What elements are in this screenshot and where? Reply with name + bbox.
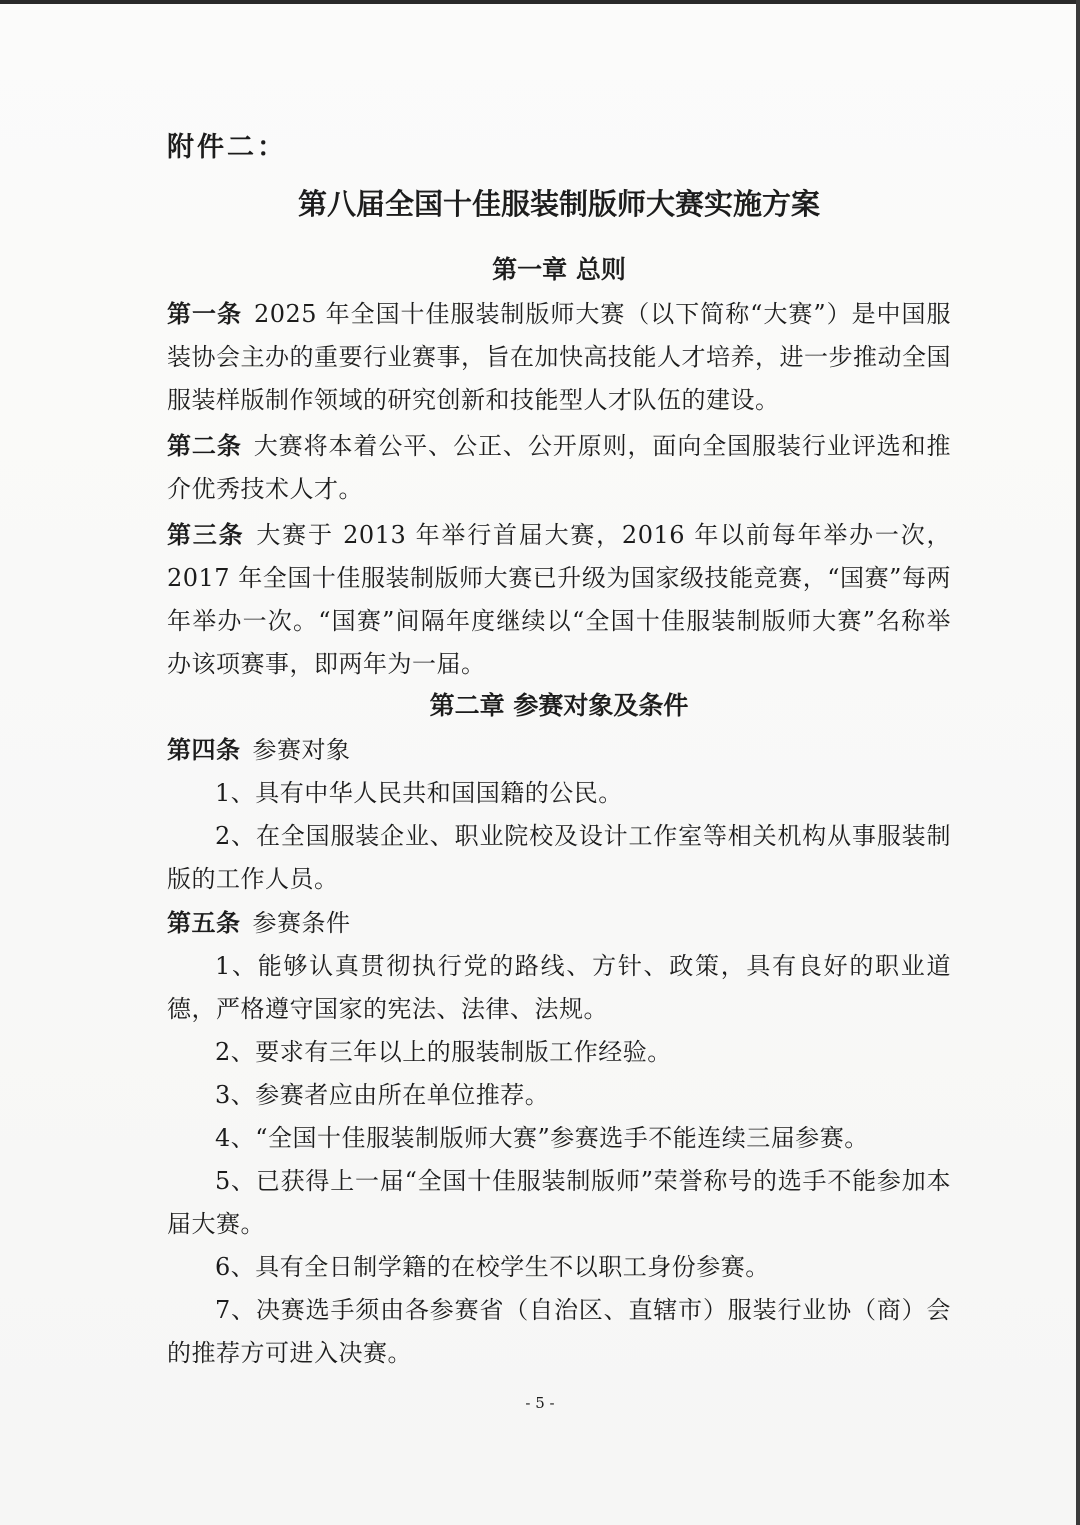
page-number: - 5 - xyxy=(525,1394,555,1412)
article-2 xyxy=(167,424,951,511)
article-4-item: 1、具有中华人民共和国国籍的公民。 xyxy=(215,779,623,807)
article-5-item: 2、要求有三年以上的服装制版工作经验。 xyxy=(215,1038,672,1066)
scan-right-edge xyxy=(1076,0,1080,1525)
article-5-item: 5、已获得上一届“全国十佳服装制版师”荣誉称号的选手不能参加本届大赛。 xyxy=(167,1167,951,1238)
article-3 xyxy=(167,513,951,686)
article-4-item: 2、在全国服装企业、职业院校及设计工作室等相关机构从事服装制版的工作人员。 xyxy=(167,822,951,893)
article-3-text: 大赛于 2013 年举行首届大赛，2016 年以前每年举办一次，2017 年全国十佳服装制版师大赛已升级为国家级技能竞赛，“国赛”每两年举办一次。“国赛”间隔年度继续以“全国十佳服装制版师大赛”名称举办该项赛事，即两年为一届。 xyxy=(167,521,952,678)
article-2-label: 第二条 xyxy=(167,431,242,460)
article-5-item: 3、参赛者应由所在单位推荐。 xyxy=(215,1081,550,1109)
article-1-label: 第一条 xyxy=(167,299,242,328)
article-5-item: 6、具有全日制学籍的在校学生不以职工身份参赛。 xyxy=(215,1253,770,1281)
chapter-2-heading: 第二章 参赛对象及条件 xyxy=(429,691,689,720)
article-2-text: 大赛将本着公平、公正、公开原则，面向全国服装行业评选和推介优秀技术人才。 xyxy=(167,432,951,503)
article-4-label: 第四条 xyxy=(167,735,241,764)
attachment-label: 附件二： xyxy=(167,132,287,163)
article-4-text: 参赛对象 xyxy=(252,736,351,764)
article-3-label: 第三条 xyxy=(167,520,245,549)
article-1 xyxy=(167,292,951,422)
document-body xyxy=(167,128,951,1375)
article-5-item: 4、“全国十佳服装制版师大赛”参赛选手不能连续三届参赛。 xyxy=(215,1124,869,1152)
article-4 xyxy=(167,728,951,772)
article-1-text: 2025 年全国十佳服装制版师大赛（以下简称“大赛”）是中国服装协会主办的重要行业赛事，旨在加快高技能人才培养，进一步推动全国服装样版制作领域的研究创新和技能型人才队伍的建设。 xyxy=(167,300,952,414)
scan-top-edge xyxy=(0,0,1080,4)
article-5-item: 7、决赛选手须由各参赛省（自治区、直辖市）服装行业协（商）会的推荐方可进入决赛。 xyxy=(167,1296,951,1367)
document-title: 第八届全国十佳服装制版师大赛实施方案 xyxy=(297,187,820,221)
chapter-1-heading: 第一章 总则 xyxy=(492,255,626,284)
article-5-item: 1、能够认真贯彻执行党的路线、方针、政策，具有良好的职业道德，严格遵守国家的宪法、法律、法规。 xyxy=(167,952,951,1023)
article-5-text: 参赛条件 xyxy=(252,909,351,937)
article-5 xyxy=(167,901,951,945)
article-5-label: 第五条 xyxy=(167,908,241,937)
